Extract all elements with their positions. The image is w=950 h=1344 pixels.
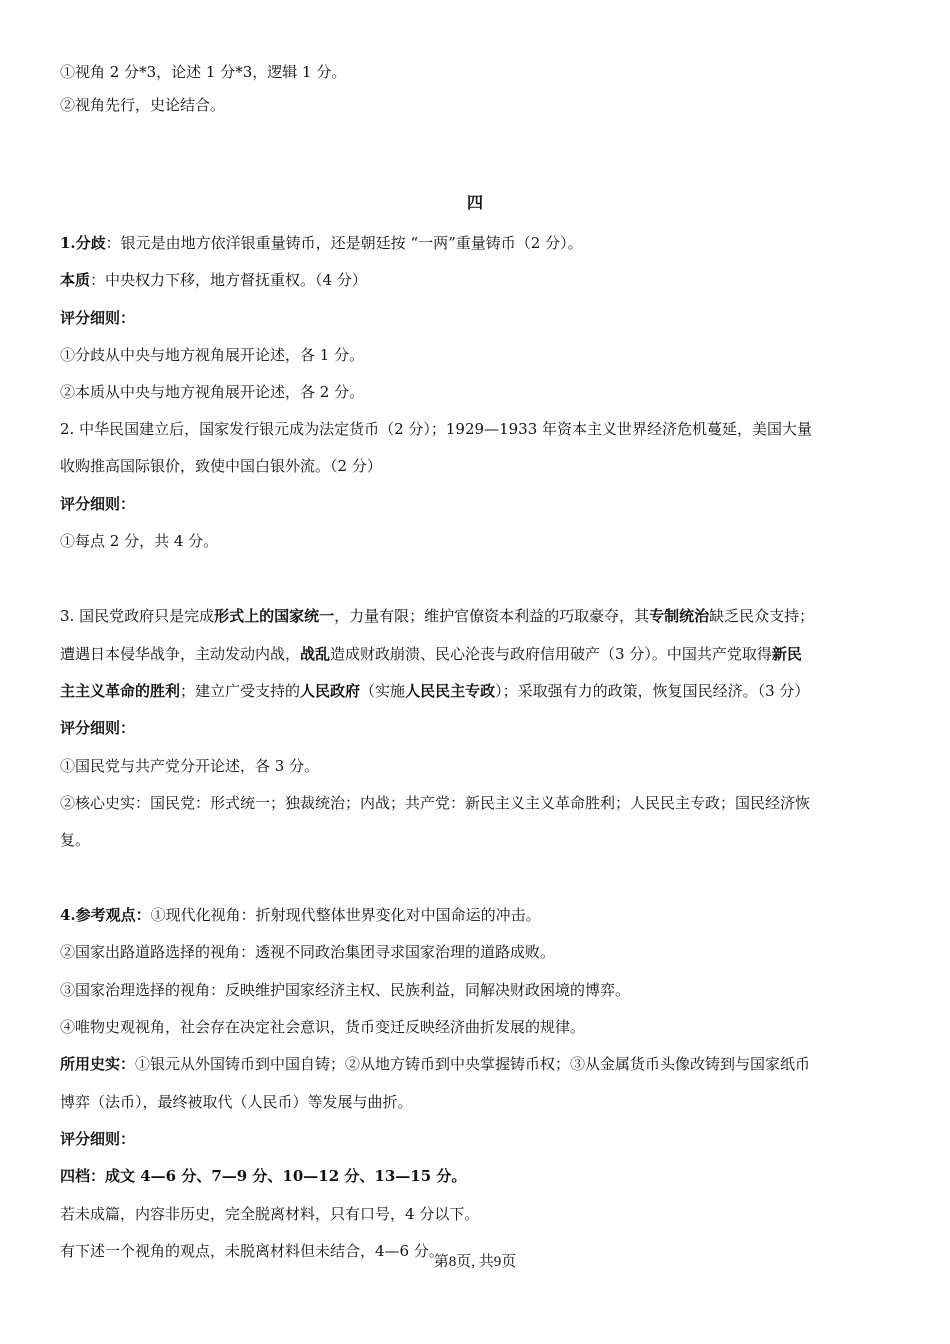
q4-facts-label: 所用史实： bbox=[60, 1055, 136, 1073]
q3-line-3 bbox=[60, 680, 892, 702]
q2-rules-label: 评分细则： bbox=[60, 495, 136, 513]
q3-line-2 bbox=[60, 643, 892, 665]
scoring-note-2: ②视角先行，史论结合。 bbox=[60, 96, 226, 114]
q3-line-1 bbox=[60, 605, 892, 627]
q4-tier-2: 有下述一个视角的观点，未脱离材料但未结合，4—6 分。 bbox=[60, 1242, 444, 1260]
q3-text: 缺乏民众支持； bbox=[709, 607, 815, 625]
q4-viewpoint-3: ③国家治理选择的视角：反映维护国家经济主权、民族利益，同解决财政困境的博弈。 bbox=[60, 981, 631, 999]
q1-text: ：银元是由地方依洋银重量铸币，还是朝廷按 “一两”重量铸币（2 分）。 bbox=[105, 234, 583, 252]
q4-rules-label: 评分细则： bbox=[60, 1130, 136, 1148]
q3-bold: 主主义革命的胜利 bbox=[60, 682, 181, 700]
q3-text: ）；采取强有力的政策，恢复国民经济。（3 分） bbox=[495, 682, 810, 700]
scoring-note-1: ①视角 2 分*3，论述 1 分*3，逻辑 1 分。 bbox=[60, 63, 347, 81]
q3-rule-1: ①国民党与共产党分开论述，各 3 分。 bbox=[60, 757, 320, 775]
q4-viewpoint-2: ②国家出路道路选择的视角：透视不同政治集团寻求国家治理的道路成败。 bbox=[60, 943, 556, 961]
q1-rules-label: 评分细则： bbox=[60, 309, 136, 327]
q3-text: 遭遇日本侵华战争，主动发动内战， bbox=[60, 645, 301, 663]
q1-label: 1.分歧 bbox=[60, 234, 106, 252]
q1-essence-label: 本质 bbox=[60, 271, 91, 289]
q2-line-2: 收购推高国际银价，致使中国白银外流。（2 分） bbox=[60, 457, 382, 475]
q3-text: 造成财政崩溃、民心沦丧与政府信用破产（3 分）。中国共产党取得 bbox=[330, 645, 772, 663]
q1-divergence bbox=[60, 232, 892, 254]
q4-v1: ①现代化视角：折射现代整体世界变化对中国命运的冲击。 bbox=[150, 906, 541, 924]
q4-facts-line-1 bbox=[60, 1053, 892, 1075]
q2-line-1: 2. 中华民国建立后，国家发行银元成为法定货币（2 分）；1929—1933 年资本主义世界经济危机蔓延，美国大量 bbox=[60, 420, 813, 438]
q3-rule-2-line-2: 复。 bbox=[60, 831, 91, 849]
q4-viewpoint-1 bbox=[60, 904, 892, 926]
q2-rule-1: ①每点 2 分，共 4 分。 bbox=[60, 532, 219, 550]
q3-rules-label: 评分细则： bbox=[60, 719, 136, 737]
q3-text: 3. 国民党政府只是完成 bbox=[60, 607, 215, 625]
q3-bold: 新民 bbox=[771, 645, 802, 663]
q4-viewpoint-4: ④唯物史观视角，社会存在决定社会意识，货币变迁反映经济曲折发展的规律。 bbox=[60, 1018, 586, 1036]
q4-facts-text: ①银元从外国铸币到中国自铸；②从地方铸币到中央掌握铸币权；③从金属货币头像改铸到与国家纸币 bbox=[135, 1055, 811, 1073]
q4-tier-1: 若未成篇，内容非历史，完全脱离材料，只有口号，4 分以下。 bbox=[60, 1205, 480, 1223]
q3-bold: 形式上的国家统一 bbox=[214, 607, 335, 625]
q1-rule-1: ①分歧从中央与地方视角展开论述，各 1 分。 bbox=[60, 346, 365, 364]
page-number: 第8页, 共9页 bbox=[433, 1254, 517, 1270]
q3-rule-2-line-1: ②核心史实：国民党：形式统一；独裁统治；内战；共产党：新民主义主义革命胜利；人民民主专政；国民经济恢 bbox=[60, 794, 811, 812]
q1-essence bbox=[60, 269, 892, 291]
q3-text: ；建立广受支持的 bbox=[180, 682, 301, 700]
q4-label: 4.参考观点： bbox=[60, 906, 151, 924]
q3-bold: 战乱 bbox=[300, 645, 331, 663]
q1-rule-2: ②本质从中央与地方视角展开论述，各 2 分。 bbox=[60, 383, 365, 401]
q3-text: ，力量有限；维护官僚资本利益的巧取豪夺，其 bbox=[334, 607, 650, 625]
section-title: 四 bbox=[466, 193, 483, 212]
q4-facts-line-2: 博弈（法币），最终被取代（人民币）等发展与曲折。 bbox=[60, 1093, 413, 1111]
q1-essence-text: ：中央权力下移，地方督抚重权。（4 分） bbox=[90, 271, 367, 289]
q4-tiers: 四档：成文 4—6 分、7—9 分、10—12 分、13—15 分。 bbox=[60, 1167, 467, 1185]
q3-bold: 专制统治 bbox=[649, 607, 710, 625]
q3-text: （实施 bbox=[360, 682, 406, 700]
q3-bold: 人民政府 bbox=[300, 682, 361, 700]
q3-bold: 人民民主专政 bbox=[405, 682, 496, 700]
